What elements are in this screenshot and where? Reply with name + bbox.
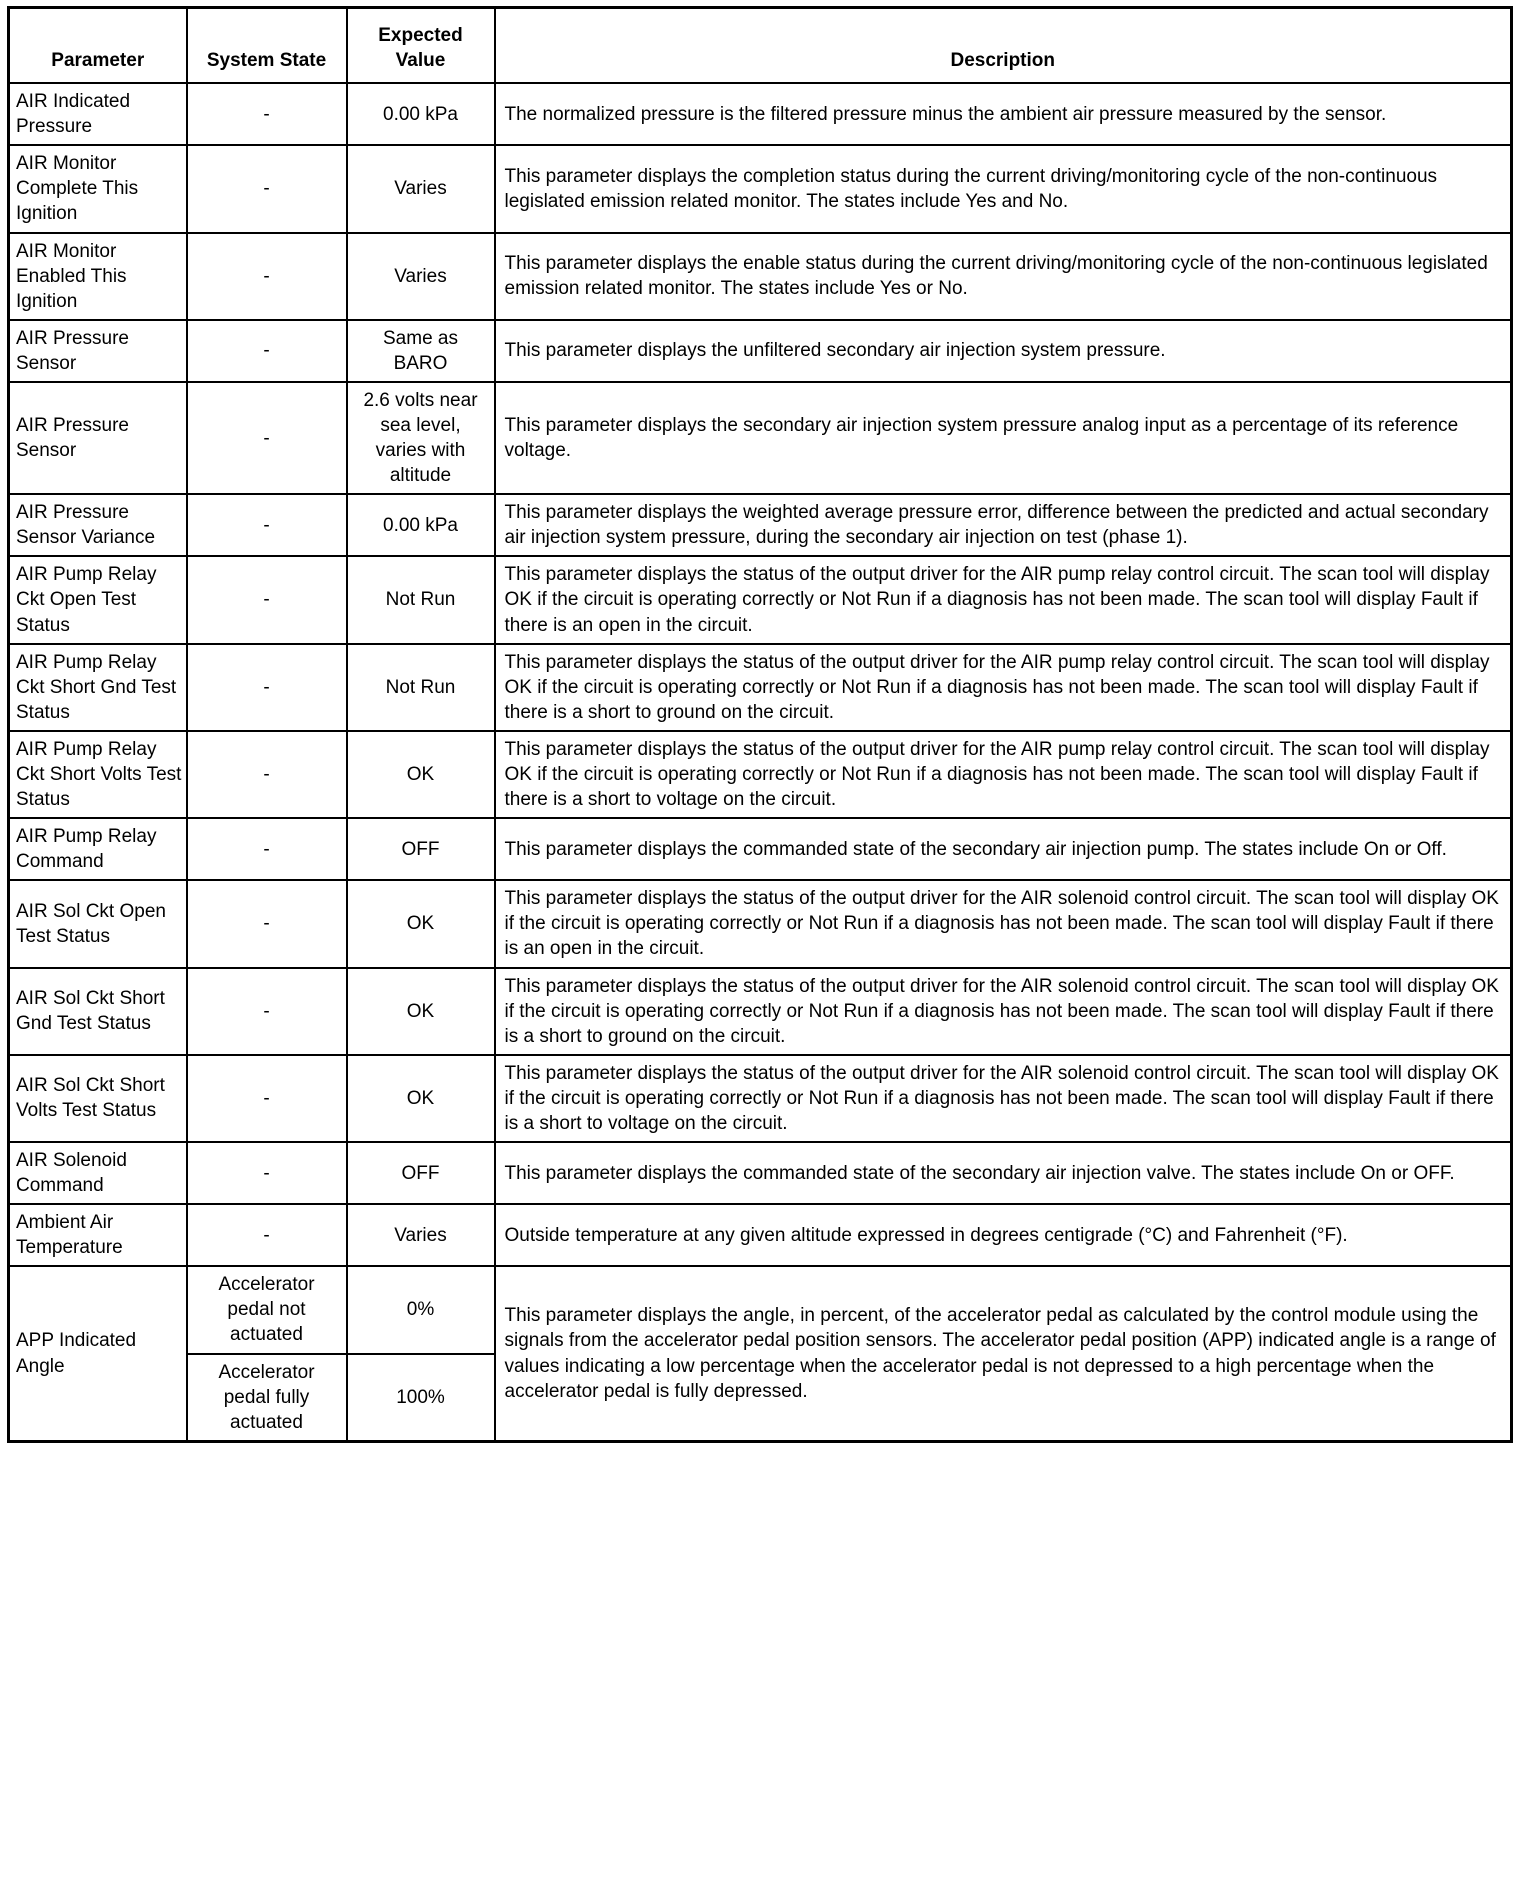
cell-expected-value: Same as BARO xyxy=(347,320,495,382)
table-row xyxy=(9,1266,1512,1353)
cell-system-state: - xyxy=(187,494,347,556)
table-row xyxy=(9,494,1512,556)
cell-expected-value: Varies xyxy=(347,1204,495,1266)
cell-description: This parameter displays the angle, in percent, of the accelerator pedal as calculated by the control module using the signals from the accelerator pedal position sensors. The accelerator pedal position (APP) indicated angle is a range of values indicating a low percentage when the accelerator pedal is not depressed to a high percentage when the accelerator pedal is fully depressed. xyxy=(495,1266,1512,1441)
table-row xyxy=(9,233,1512,320)
cell-system-state: - xyxy=(187,556,347,643)
cell-parameter: AIR Sol Ckt Open Test Status xyxy=(9,880,187,967)
cell-parameter: AIR Monitor Enabled This Ignition xyxy=(9,233,187,320)
table-row xyxy=(9,145,1512,232)
table-body xyxy=(9,83,1512,1441)
cell-system-state: - xyxy=(187,320,347,382)
cell-description: This parameter displays the status of the output driver for the AIR solenoid control circuit. The scan tool will display OK if the circuit is operating correctly or Not Run if a diagnosis has not been made. The scan tool will display Fault if there is a short to voltage on the circuit. xyxy=(495,1055,1512,1142)
column-header-description: Description xyxy=(495,8,1512,84)
cell-system-state: - xyxy=(187,1142,347,1204)
parameter-table xyxy=(7,6,1513,1443)
cell-system-state: - xyxy=(187,644,347,731)
cell-expected-value: OK xyxy=(347,731,495,818)
cell-system-state: - xyxy=(187,731,347,818)
table-row xyxy=(9,644,1512,731)
cell-system-state: - xyxy=(187,382,347,494)
cell-description: This parameter displays the enable status during the current driving/monitoring cycle of the non-continuous legislated emission related monitor. The states include Yes or No. xyxy=(495,233,1512,320)
cell-parameter: AIR Pressure Sensor xyxy=(9,382,187,494)
cell-description: This parameter displays the unfiltered secondary air injection system pressure. xyxy=(495,320,1512,382)
cell-expected-value: OFF xyxy=(347,818,495,880)
column-header-expected-value: Expected Value xyxy=(347,8,495,84)
table-row xyxy=(9,1204,1512,1266)
cell-description: This parameter displays the status of the output driver for the AIR solenoid control circuit. The scan tool will display OK if the circuit is operating correctly or Not Run if a diagnosis has not been made. The scan tool will display Fault if there is a short to ground on the circuit. xyxy=(495,968,1512,1055)
table-row xyxy=(9,818,1512,880)
table-row xyxy=(9,556,1512,643)
cell-expected-value: 0.00 kPa xyxy=(347,83,495,145)
cell-description: This parameter displays the completion status during the current driving/monitoring cycle of the non-continuous legislated emission related monitor. The states include Yes and No. xyxy=(495,145,1512,232)
cell-system-state: - xyxy=(187,233,347,320)
cell-parameter: AIR Pressure Sensor xyxy=(9,320,187,382)
cell-parameter: APP Indicated Angle xyxy=(9,1266,187,1441)
cell-system-state: - xyxy=(187,145,347,232)
cell-parameter: AIR Pump Relay Command xyxy=(9,818,187,880)
cell-parameter: AIR Monitor Complete This Ignition xyxy=(9,145,187,232)
table-row xyxy=(9,731,1512,818)
cell-description: Outside temperature at any given altitude expressed in degrees centigrade (°C) and Fahrenheit (°F). xyxy=(495,1204,1512,1266)
cell-expected-value: 2.6 volts near sea level, varies with altitude xyxy=(347,382,495,494)
cell-system-state: Accelerator pedal not actuated xyxy=(187,1266,347,1353)
cell-system-state: Accelerator pedal fully actuated xyxy=(187,1354,347,1442)
cell-expected-value: 0% xyxy=(347,1266,495,1353)
cell-description: This parameter displays the weighted average pressure error, difference between the predicted and actual secondary air injection system pressure, during the secondary air injection on test (phase 1). xyxy=(495,494,1512,556)
table-row xyxy=(9,382,1512,494)
cell-system-state: - xyxy=(187,83,347,145)
table-row xyxy=(9,83,1512,145)
column-header-parameter: Parameter xyxy=(9,8,187,84)
cell-expected-value: Not Run xyxy=(347,556,495,643)
cell-description: The normalized pressure is the filtered pressure minus the ambient air pressure measured by the sensor. xyxy=(495,83,1512,145)
cell-parameter: AIR Indicated Pressure xyxy=(9,83,187,145)
cell-system-state: - xyxy=(187,968,347,1055)
cell-description: This parameter displays the status of the output driver for the AIR solenoid control circuit. The scan tool will display OK if the circuit is operating correctly or Not Run if a diagnosis has not been made. The scan tool will display Fault if there is an open in the circuit. xyxy=(495,880,1512,967)
cell-expected-value: 100% xyxy=(347,1354,495,1442)
cell-description: This parameter displays the status of the output driver for the AIR pump relay control circuit. The scan tool will display OK if the circuit is operating correctly or Not Run if a diagnosis has not been made. The scan tool will display Fault if there is an open in the circuit. xyxy=(495,556,1512,643)
column-header-system-state: System State xyxy=(187,8,347,84)
cell-parameter: AIR Pump Relay Ckt Short Gnd Test Status xyxy=(9,644,187,731)
cell-parameter: Ambient Air Temperature xyxy=(9,1204,187,1266)
cell-expected-value: OK xyxy=(347,880,495,967)
cell-description: This parameter displays the commanded state of the secondary air injection valve. The states include On or OFF. xyxy=(495,1142,1512,1204)
cell-expected-value: OK xyxy=(347,1055,495,1142)
table-row xyxy=(9,1142,1512,1204)
cell-expected-value: Varies xyxy=(347,145,495,232)
header-row xyxy=(9,8,1512,84)
cell-description: This parameter displays the secondary air injection system pressure analog input as a percentage of its reference voltage. xyxy=(495,382,1512,494)
cell-parameter: AIR Pressure Sensor Variance xyxy=(9,494,187,556)
cell-expected-value: 0.00 kPa xyxy=(347,494,495,556)
cell-system-state: - xyxy=(187,818,347,880)
cell-expected-value: Varies xyxy=(347,233,495,320)
cell-expected-value: OFF xyxy=(347,1142,495,1204)
table-row xyxy=(9,1055,1512,1142)
cell-parameter: AIR Pump Relay Ckt Open Test Status xyxy=(9,556,187,643)
cell-description: This parameter displays the status of the output driver for the AIR pump relay control circuit. The scan tool will display OK if the circuit is operating correctly or Not Run if a diagnosis has not been made. The scan tool will display Fault if there is a short to ground on the circuit. xyxy=(495,644,1512,731)
table-row xyxy=(9,968,1512,1055)
cell-system-state: - xyxy=(187,880,347,967)
cell-description: This parameter displays the commanded state of the secondary air injection pump. The states include On or Off. xyxy=(495,818,1512,880)
table-row xyxy=(9,880,1512,967)
cell-parameter: AIR Solenoid Command xyxy=(9,1142,187,1204)
cell-system-state: - xyxy=(187,1055,347,1142)
cell-description: This parameter displays the status of the output driver for the AIR pump relay control circuit. The scan tool will display OK if the circuit is operating correctly or Not Run if a diagnosis has not been made. The scan tool will display Fault if there is a short to voltage on the circuit. xyxy=(495,731,1512,818)
cell-parameter: AIR Pump Relay Ckt Short Volts Test Status xyxy=(9,731,187,818)
table-row xyxy=(9,320,1512,382)
cell-system-state: - xyxy=(187,1204,347,1266)
cell-parameter: AIR Sol Ckt Short Volts Test Status xyxy=(9,1055,187,1142)
cell-parameter: AIR Sol Ckt Short Gnd Test Status xyxy=(9,968,187,1055)
cell-expected-value: Not Run xyxy=(347,644,495,731)
cell-expected-value: OK xyxy=(347,968,495,1055)
